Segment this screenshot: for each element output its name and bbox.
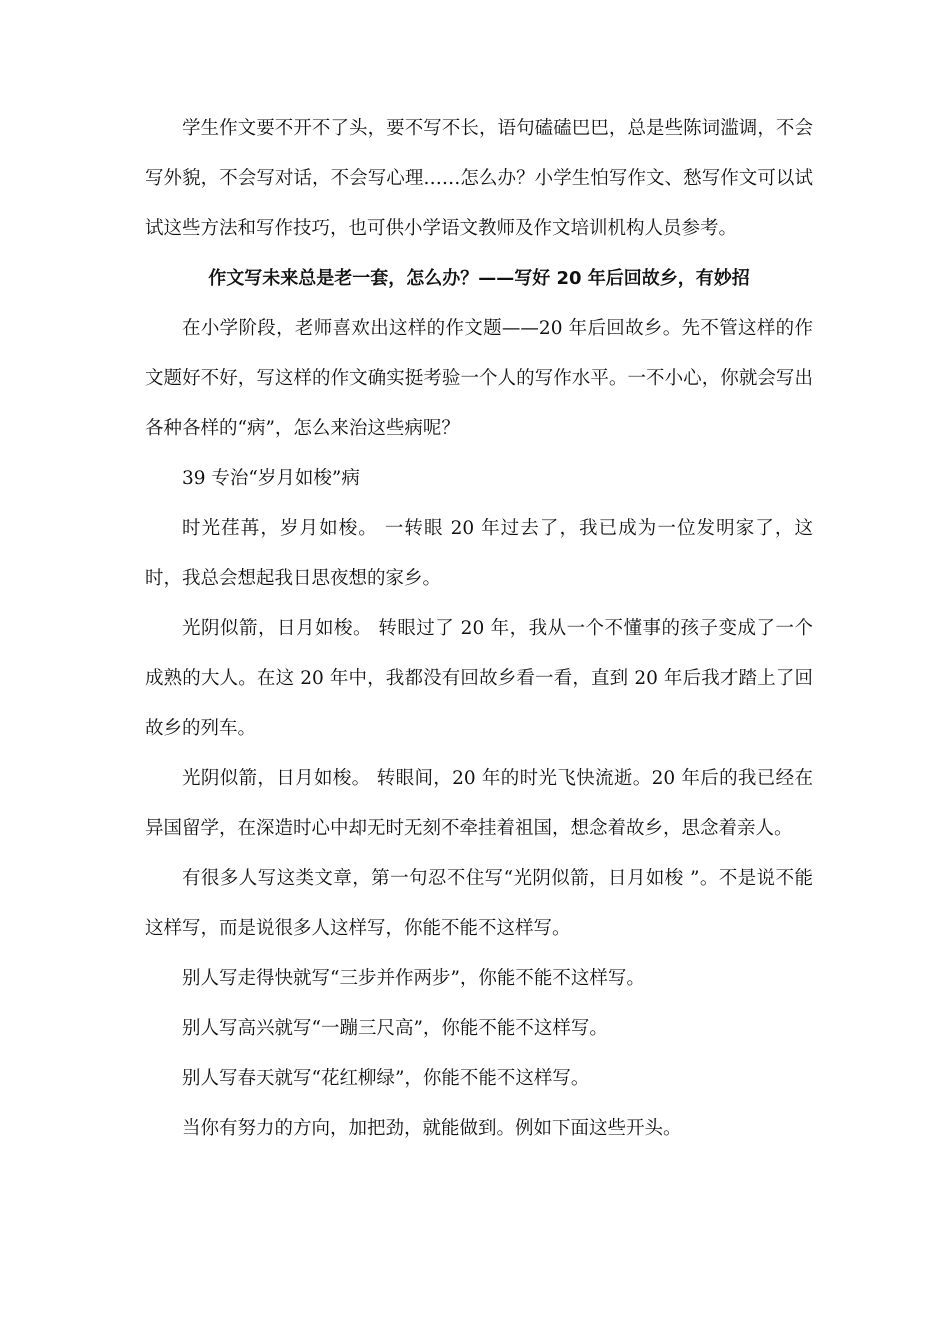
body-paragraph: 别人写高兴就写“一蹦三尺高”，你能不能不这样写。 [182, 1018, 608, 1039]
subsection-title: 39 专治“岁月如梭”病 [182, 468, 360, 489]
section-heading: 作文写未来总是老一套，怎么办？——写好 20 年后回故乡，有妙招 [208, 268, 750, 289]
example-paragraph: 光阴似箭，日月如梭。 转眼过了 20 年，我从一个不懂事的孩子变成了一个成熟的大人。在这 20 年中，我都没有回故乡看一看，直到 20 年后我才踏上了回故乡的列车。 [145, 618, 813, 739]
example-paragraph: 时光荏苒，岁月如梭。 一转眼 20 年过去了，我已成为一位发明家了，这时，我总会想起我日思夜想的家乡。 [145, 518, 813, 589]
body-paragraph: 当你有努力的方向，加把劲，就能做到。例如下面这些开头。 [182, 1118, 682, 1139]
body-paragraph: 在小学阶段，老师喜欢出这样的作文题——20 年后回故乡。先不管这样的作文题好不好，写这样的作文确实挺考验一个人的写作水平。一不小心，你就会写出各种各样的“病”，怎么来治这些病呢？ [145, 318, 813, 439]
example-paragraph: 光阴似箭，日月如梭。 转眼间，20 年的时光飞快流逝。20 年后的我已经在异国留学，在深造时心中却无时无刻不牵挂着祖国，想念着故乡，思念着亲人。 [145, 768, 813, 839]
document-body [145, 104, 813, 1154]
body-paragraph: 别人写走得快就写“三步并作两步”，你能不能不这样写。 [182, 968, 645, 989]
intro-paragraph: 学生作文要不开不了头，要不写不长，语句磕磕巴巴，总是些陈词滥调，不会写外貌，不会写对话，不会写心理……怎么办？小学生怕写作文、愁写作文可以试试这些方法和写作技巧，也可供小学语文教师及作文培训机构人员参考。 [145, 118, 813, 239]
body-paragraph: 有很多人写这类文章，第一句忍不住写“光阴似箭，日月如梭 ”。不是说不能这样写，而是说很多人这样写，你能不能不这样写。 [145, 868, 813, 939]
body-paragraph: 别人写春天就写“花红柳绿”，你能不能不这样写。 [182, 1068, 590, 1089]
